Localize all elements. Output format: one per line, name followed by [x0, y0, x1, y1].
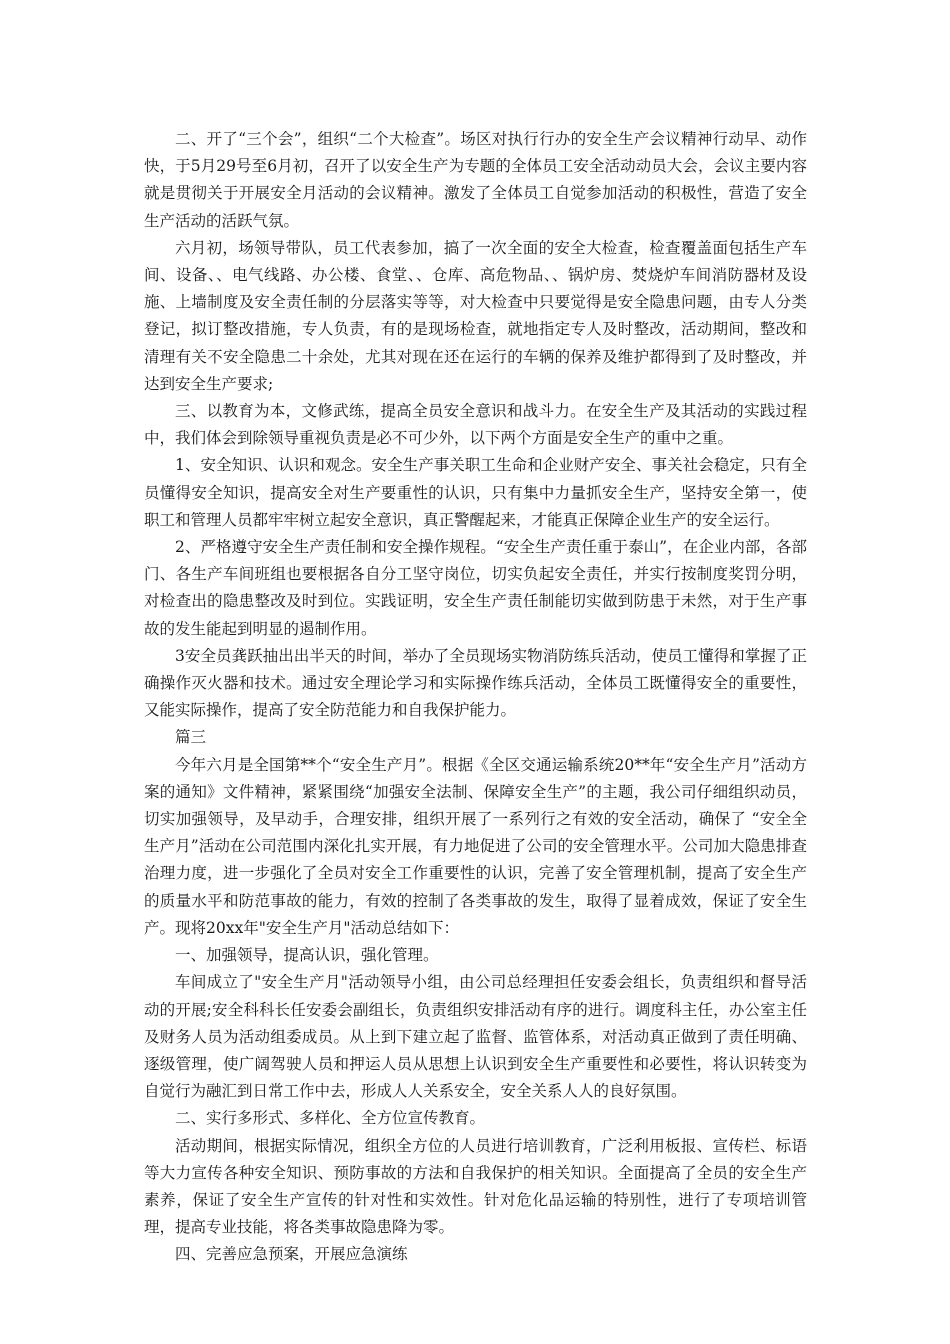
- paragraph-education: 三、以教育为本，文修武练，提高全员安全意识和战斗力。在安全生产及其活动的实践过程中，我们体会到除领导重视负责是必不可少外，以下两个方面是安全生产的重中之重。: [144, 402, 807, 448]
- paragraph-training: 活动期间，根据实际情况，组织全方位的人员进行培训教育，广泛利用板报、宣传栏、标语等大力宣传各种安全知识、预防事故的方法和自我保护的相关知识。全面提高了全员的安全生产素养，保证了安全生产宣传的针对性和实效性。针对危化品运输的特别性，进行了专项培训管理，提高专业技能，将各类事故隐患降为零。: [144, 1136, 807, 1237]
- heading-emergency-plan: 四、完善应急预案，开展应急演练: [175, 1245, 408, 1264]
- paragraph-june-inspection: 六月初，场领导带队，员工代表参加，搞了一次全面的安全大检查，检查覆盖面包括生产车间、设备、、电气线路、办公楼、食堂、、仓库、高危物品、、锅炉房、焚烧炉车间消防器材及设施、上墙制度及安全责任制的分层落实等等，对大检查中只要觉得是安全隐患问题，由专人分类登记，拟订整改措施，专人负责，有的是现场检查，就地指定专人及时整改，活动期间，整改和清理有关不安全隐患二十余处，尤其对现在还在运行的车辆的保养及维护都得到了及时整改，并达到安全生产要求;: [144, 238, 807, 393]
- paragraph-leadership-group: 车间成立了"安全生产月"活动领导小组，由公司总经理担任安委会组长，负责组织和督导活动的开展;安全科科长任安委会副组长，负责组织安排活动有序的进行。调度科主任，办公室主任及财务人员为活动组委成员。从上到下建立起了监督、监管体系，对活动真正做到了责任明确、逐级管理，使广阔驾驶人员和押运人员从思想上认识到安全生产重要性和必要性，将认识转变为自觉行为融汇到日常工作中去，形成人人关系安全，安全关系人人的良好氛围。: [144, 973, 807, 1101]
- heading-publicity-education: 二、实行多形式、多样化、全方位宣传教育。: [175, 1109, 486, 1128]
- heading-strengthen-leadership: 一、加强领导，提高认识，强化管理。: [175, 946, 439, 965]
- paragraph-safety-knowledge: 1、安全知识、认识和观念。安全生产事关职工生命和企业财产安全、事关社会稳定，只有全员懂得安全知识，提高安全对生产要重性的认识，只有集中力量抓安全生产，坚持安全第一，使职工和管理人员都牢牢树立起安全意识，真正警醒起来，才能真正保障企业生产的安全运行。: [144, 456, 807, 529]
- paragraph-safety-month-intro: 今年六月是全国第**个“安全生产月”。根据《全区交通运输系统20**年“安全生产月”活动方案的通知》文件精神，紧紧围绕“加强安全法制、保障安全生产”的主题，我公司仔细组织动员，切实加强领导，及早动手，合理安排，组织开展了一系列行之有效的安全活动，确保了 “安全全生产月”活动在公司范围内深化扎实开展，有力地促进了公司的安全管理水平。公司加大隐患排查治理力度，进一步强化了全员对安全工作重要性的认识，完善了安全管理机制，提高了安全生产的质量水平和防范事故的能力，有效的控制了各类事故的发生，取得了显着成效，保证了安全生产。现将20xx年"安全生产月"活动总结如下：: [144, 755, 807, 937]
- document-body: [144, 126, 807, 1269]
- paragraph-three-meetings: 二、开了“三个会”，组织“二个大检查”。场区对执行行办的安全生产会议精神行动早、动作快，于5月29号至6月初，召开了以安全生产为专题的全体员工安全活动动员大会，会议主要内容就是贯彻关于开展安全月活动的会议精神。激发了全体员工自觉参加活动的积极性，营造了安全生产活动的活跃气氛。: [144, 130, 807, 230]
- paragraph-fire-drill: 3安全员龚跃抽出出半天的时间，举办了全员现场实物消防练兵活动，使员工懂得和掌握了正确操作灭火器和技术。通过安全理论学习和实际操作练兵活动，全体员工既懂得安全的重要性，又能实际操作，提高了安全防范能力和自我保护能力。: [144, 646, 807, 720]
- section-heading-part-three: 篇三: [175, 728, 207, 747]
- paragraph-responsibility-system: 2、严格遵守安全生产责任制和安全操作规程。“安全生产责任重于泰山”，在企业内部，各部门、各生产车间班组也要根据各自分工坚守岗位，切实负起安全责任，并实行按制度奖罚分明，对检查出的隐患整改及时到位。实践证明，安全生产责任制能切实做到防患于未然，对于生产事故的发生能起到明显的遏制作用。: [144, 538, 807, 638]
